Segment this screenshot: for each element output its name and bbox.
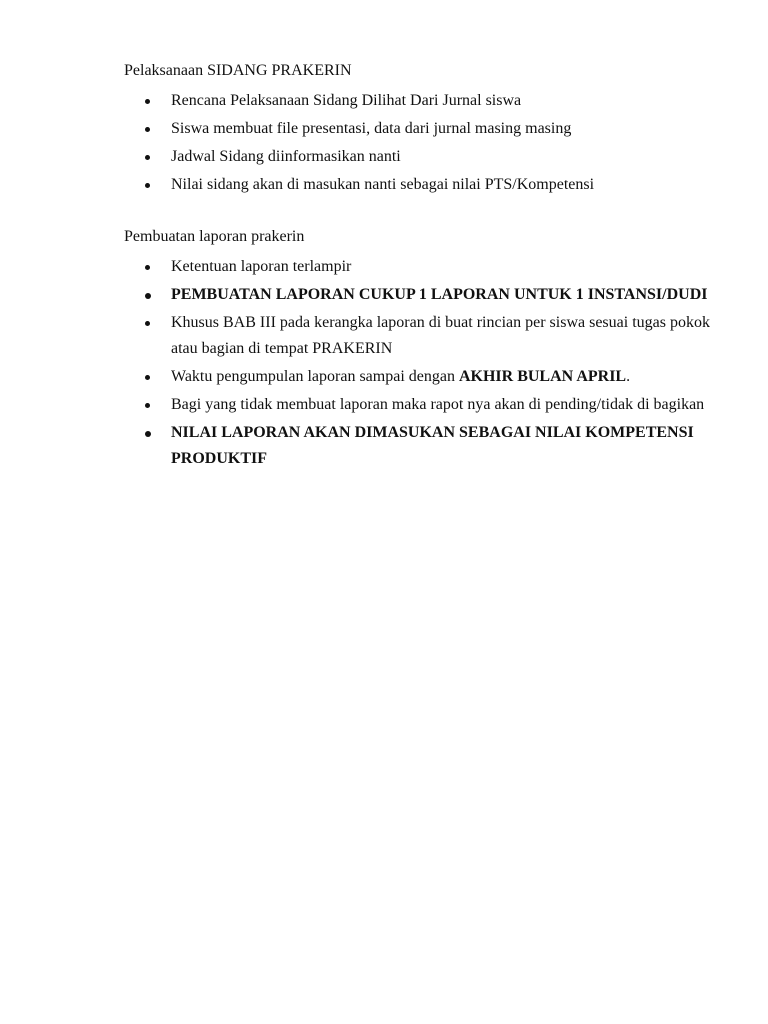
list-item [124,364,724,390]
bullet-icon [145,431,151,437]
section-sidang [124,60,724,200]
section-laporan [124,226,724,474]
list-item-text: Ketentuan laporan terlampir [171,258,352,275]
list-item-text: PEMBUATAN LAPORAN CUKUP 1 LAPORAN UNTUK 1 INSTANSI/DUDI [171,286,708,303]
bullet-icon [145,375,150,380]
list-item [124,392,724,418]
bullet-icon [145,265,150,270]
bullet-icon [145,183,150,188]
list-item [124,144,724,170]
bullet-icon [145,127,150,132]
list-item-text: Siswa membuat file presentasi, data dari jurnal masing masing [171,120,572,137]
bullet-icon [145,293,151,299]
section-title: Pembuatan laporan prakerin [124,228,305,245]
list-item-text: NILAI LAPORAN AKAN DIMASUKAN SEBAGAI NILAI KOMPETENSI PRODUKTIF [171,424,694,467]
section-title: Pelaksanaan SIDANG PRAKERIN [124,62,352,79]
list-item-text: Nilai sidang akan di masukan nanti sebagai nilai PTS/Kompetensi [171,176,595,193]
list-item [124,282,724,308]
list-item-text-pre: Waktu pengumpulan laporan sampai dengan [171,368,459,385]
bullet-list [124,254,724,472]
bullet-icon [145,99,150,104]
list-item-text: Rencana Pelaksanaan Sidang Dilihat Dari Jurnal siswa [171,92,522,109]
list-item [124,116,724,142]
bullet-icon [145,155,150,160]
bullet-list [124,88,724,198]
list-item-text: Jadwal Sidang diinformasikan nanti [171,148,401,165]
list-item [124,420,724,472]
list-item [124,172,724,198]
deadline-emphasis: AKHIR BULAN APRIL [458,368,627,385]
bullet-icon [145,403,150,408]
list-item-text: Bagi yang tidak membuat laporan maka rapot nya akan di pending/tidak di bagikan [171,396,705,413]
list-item [124,254,724,280]
bullet-icon [145,321,150,326]
list-item-text: Khusus BAB III pada kerangka laporan di buat rincian per siswa sesuai tugas pokok atau bagian di tempat PRAKERIN [171,314,710,357]
list-item [124,310,724,362]
list-item [124,88,724,114]
list-item-text-post: . [626,368,631,385]
